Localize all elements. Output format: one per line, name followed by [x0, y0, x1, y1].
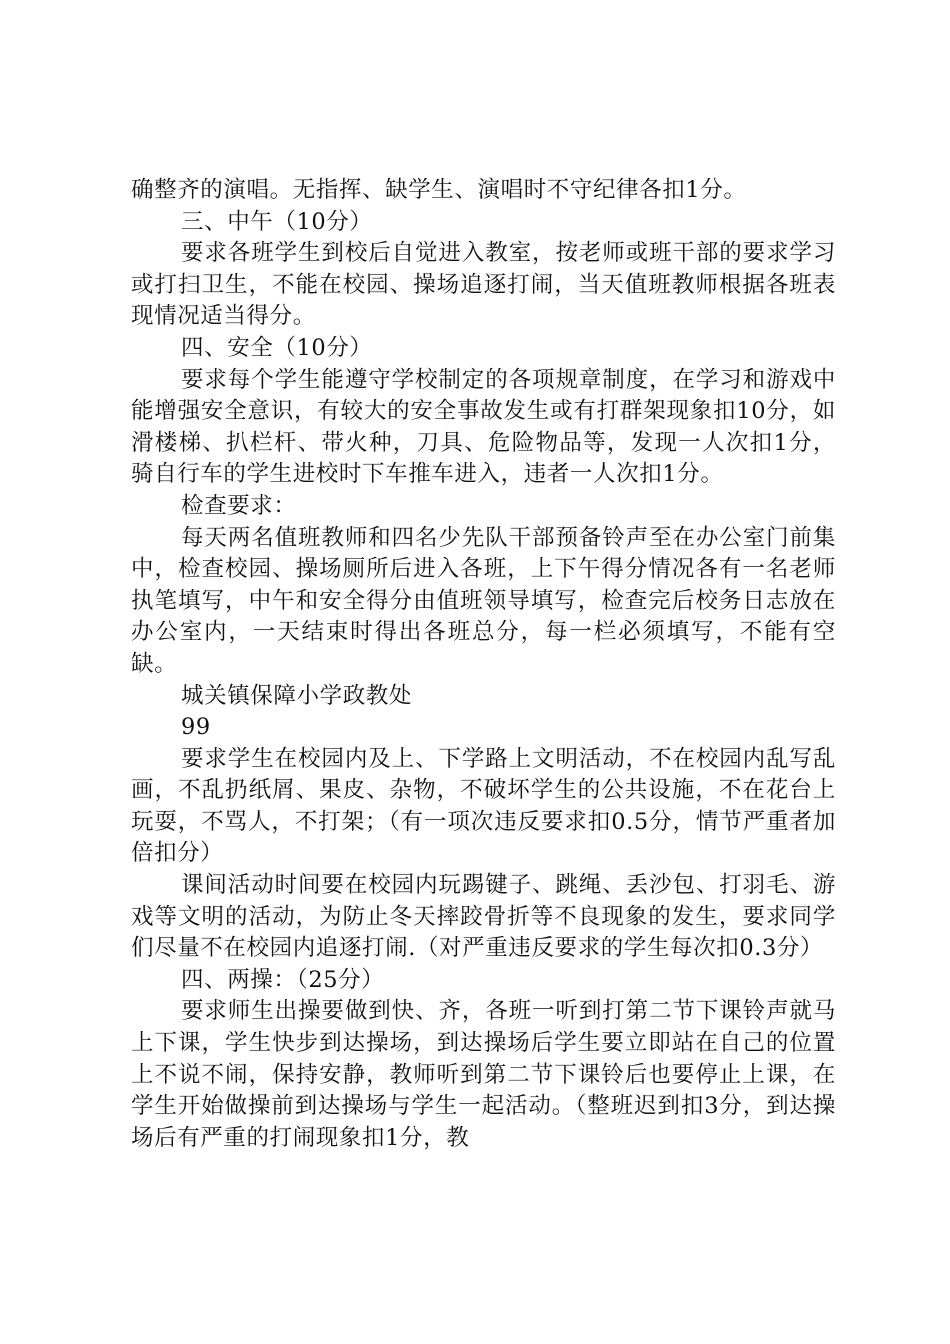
paragraph-number: 99	[181, 714, 211, 741]
paragraph-noon-rules: 要求各班学生到校后自觉进入教室，按老师或班干部的要求学习或打扫卫生，不能在校园、操场追逐打闹，当天值班教师根据各班表现情况适当得分。	[131, 240, 836, 330]
paragraph-safety-rules: 要求每个学生能遵守学校制定的各项规章制度，在学习和游戏中能增强安全意识，有较大的安全事故发生或有打群架现象扣10分，如滑楼梯、扒栏杆、带火种，刀具、危险物品等，发现一人次扣1分，骑自行车的学生进校时下车推车进入，违者一人次扣1分。	[131, 366, 836, 488]
paragraph-civility-rules: 要求学生在校园内及上、下学路上文明活动，不在校园内乱写乱画，不乱扔纸屑、果皮、杂物，不破坏学生的公共设施，不在花台上玩耍，不骂人，不打架；（有一项次违反要求扣0.5分，情节严重者加倍扣分）	[131, 745, 836, 867]
signature-office: 城关镇保障小学政教处	[181, 682, 413, 709]
section-heading-exercises: 四、两操：（25分）	[181, 966, 385, 993]
section-heading-inspection: 检查要求：	[181, 492, 297, 519]
paragraph-recess-rules: 课间活动时间要在校园内玩踢键子、跳绳、丢沙包、打羽毛、游戏等文明的活动，为防止冬天摔跤骨折等不良现象的发生，要求同学们尽量不在校园内追逐打闹.（对严重违反要求的学生每次扣0.3分）	[131, 872, 836, 962]
section-heading-noon: 三、中午（10分）	[181, 208, 373, 235]
document-body	[131, 175, 836, 1154]
paragraph-continuation: 确整齐的演唱。无指挥、缺学生、演唱时不守纪律各扣1分。	[131, 177, 747, 203]
section-heading-safety: 四、安全（10分）	[181, 334, 373, 361]
paragraph-exercise-rules: 要求师生出操要做到快、齐，各班一听到打第二节下课铃声就马上下课，学生快步到达操场，到达操场后学生要立即站在自己的位置上不说不闹，保持安静，教师听到第二节下课铃后也要停止上课，在学生开始做操前到达操场与学生一起活动。（整班迟到扣3分，到达操场后有严重的打闹现象扣1分，教	[131, 998, 836, 1151]
paragraph-inspection-rules: 每天两名值班教师和四名少先队干部预备铃声至在办公室门前集中，检查校园、操场厕所后进入各班，上下午得分情况各有一名老师执笔填写，中午和安全得分由值班领导填写，检查完后校务日志放在办公室内，一天结束时得出各班总分，每一栏必须填写，不能有空缺。	[131, 524, 836, 677]
